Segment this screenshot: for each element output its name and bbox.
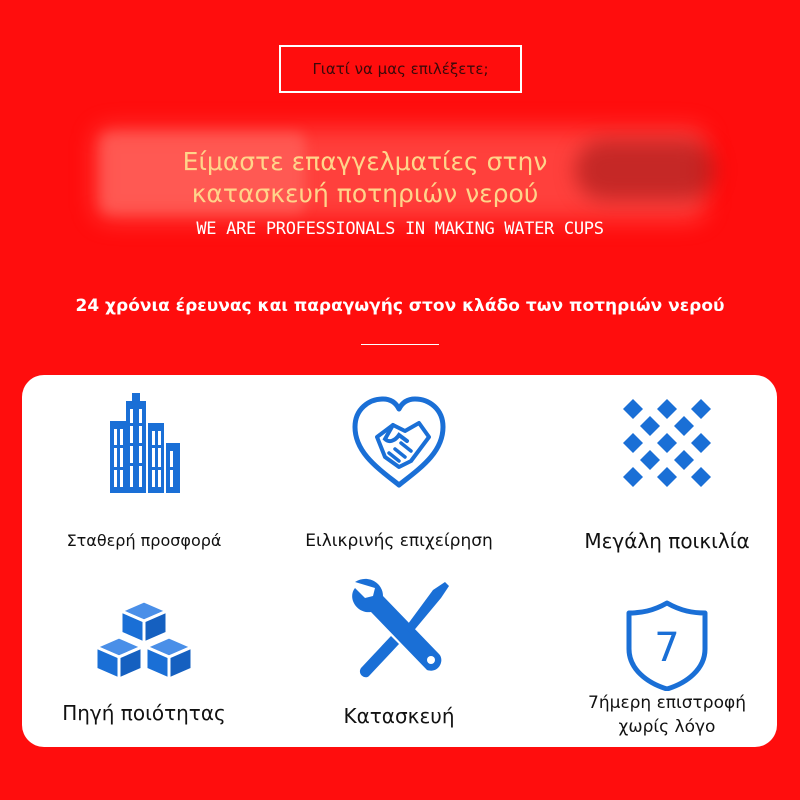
- buildings-icon: [104, 393, 184, 493]
- divider: [361, 344, 439, 345]
- hero-subtitle: WE ARE PROFESSIONALS IN MAKING WATER CUPS: [196, 219, 604, 239]
- shield-seven-icon: [625, 599, 709, 691]
- hero-title-line1: Είμαστε επαγγελματίες στην: [182, 147, 548, 176]
- heart-handshake-icon: [349, 393, 449, 493]
- feature-label: [542, 691, 792, 739]
- feature-label-line2: χωρίς λόγο: [618, 717, 716, 737]
- feature-label-line1: 7ήμερη επιστροφή: [588, 693, 746, 713]
- hero-title: [150, 146, 580, 210]
- feature-label: Μεγάλη ποικιλία: [584, 529, 750, 553]
- feature-7day-return: [542, 591, 792, 761]
- hero-blur-right: [575, 140, 715, 200]
- feature-large-variety: [542, 393, 792, 563]
- feature-label: Ειλικρινής επιχείρηση: [305, 531, 493, 551]
- feature-manufacturing: [274, 580, 524, 750]
- why-choose-us-box: [279, 45, 522, 93]
- cubes-icon: [89, 597, 199, 687]
- shield-number: 7: [654, 625, 680, 671]
- diamond-grid-icon: [617, 393, 717, 493]
- feature-label: Κατασκευή: [343, 704, 455, 728]
- feature-label: Πηγή ποιότητας: [62, 701, 226, 725]
- tools-icon: [347, 576, 451, 680]
- why-choose-us-label: Γιατί να μας επιλέξετε;: [312, 60, 489, 78]
- hero-title-line2: κατασκευή ποτηριών νερού: [191, 179, 539, 208]
- feature-label: Σταθερή προσφορά: [66, 531, 222, 550]
- feature-honest-business: [274, 393, 524, 563]
- feature-stable-supply: [19, 393, 269, 563]
- tagline: 24 χρόνια έρευνας και παραγωγής στον κλάδο των ποτηριών νερού: [75, 296, 725, 316]
- feature-quality-source: [19, 587, 269, 757]
- features-card: [22, 375, 777, 747]
